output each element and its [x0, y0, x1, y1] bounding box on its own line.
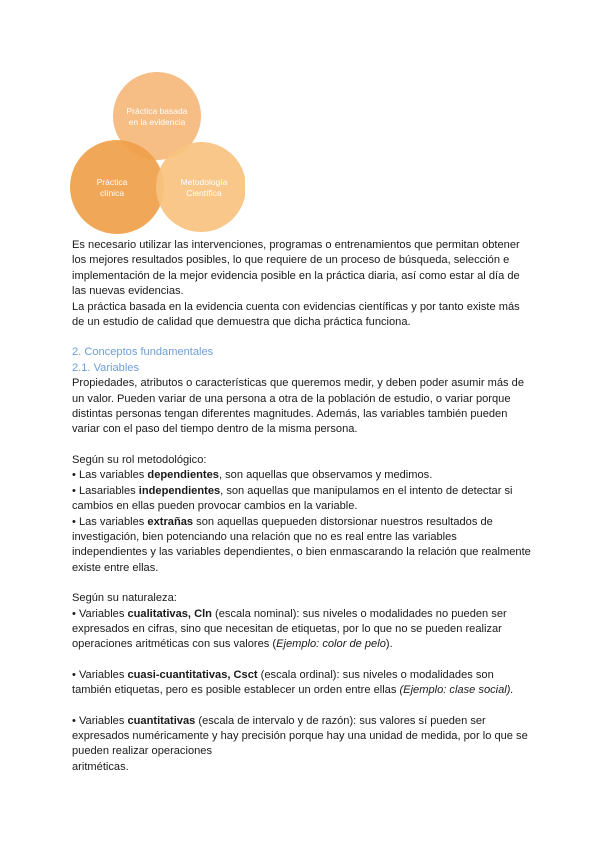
variables-definition: Propiedades, atributos o características que queremos medir, y deben poder asumir más de un valor. Pueden variar de una persona a otra de la población de estudio, o variar porque distintas personas tengan diferentes magnitudes. Además, las variables también pueden variar con el paso del tiempo dentro de la misma persona.	[72, 377, 524, 436]
venn-diagram	[70, 70, 245, 240]
intro-paragraph-1: Es necesario utilizar las intervenciones, programas o entrenamientos que permitan obtener los mejores resultados posibles, lo que requiere de un proceso de búsqueda, selección e implementación de la mejor evidencia posible en la práctica diaria, así como estar al día de las nuevas evidencias.	[72, 239, 520, 298]
venn-label-clinical-2: clínica	[99, 188, 125, 198]
naturaleza-bullet-cuasi: • Variables cuasi-cuantitativas, Csct (escala ordinal): sus niveles o modalidades son también etiquetas, pero es posible establecer un orden entre ellas (Ejemplo: clase social).	[72, 668, 514, 697]
section-heading: 2. Conceptos fundamentales	[72, 346, 214, 359]
rol-intro: Según su rol metodológico:	[72, 453, 207, 466]
rol-bullet-dependientes: • Las variables dependientes, son aquellas que observamos y medimos.	[72, 469, 433, 482]
venn-label-clinical-1: Práctica	[96, 177, 128, 187]
rol-bullet-extranas: • Las variables extrañas son aquellas quepueden distorsionar nuestros resultados de investigación, bien potenciando una relación que no es real entre las variables independientes y las variables dependientes, o bien enmascarando la relación que realmente existe entre ellas.	[72, 515, 531, 574]
venn-diagram-svg	[70, 70, 245, 240]
section-subheading: 2.1. Variables	[72, 361, 140, 374]
naturaleza-bullet-cualitativas: • Variables cualitativas, Cln (escala nominal): sus niveles o modalidades no pueden ser expresados en cifras, sino que necesitan de etiquetas, por lo que no se pueden realizar operaciones aritméticas con sus valores (Ejemplo: color de pelo).	[72, 607, 507, 651]
venn-label-method-2: Científica	[186, 188, 222, 198]
venn-label-evidence-1: Práctica basada	[126, 106, 188, 116]
venn-label-evidence-2: en la evidencia	[128, 117, 186, 127]
intro-paragraph-2: La práctica basada en la evidencia cuenta con evidencias científicas y por tanto existe más de un estudio de calidad que demuestra que dicha práctica funciona.	[72, 300, 520, 329]
venn-circle-method	[156, 142, 245, 232]
naturaleza-intro: Según su naturaleza:	[72, 592, 177, 605]
naturaleza-bullet-cuantitativas: • Variables cuantitativas (escala de intervalo y de razón): sus valores sí pueden ser expresados numéricamente y hay precisión porque hay una unidad de medida, por lo que se pueden realizar operaciones	[72, 714, 528, 758]
venn-circle-clinical	[70, 140, 164, 234]
naturaleza-bullet-cuantitativas-end: aritméticas.	[72, 760, 129, 773]
document-body	[72, 238, 532, 775]
rol-bullet-independientes: • Lasariables independientes, son aquellas que manipulamos en el intento de detectar si cambios en ellas pueden provocar cambios en la variable.	[72, 484, 513, 513]
venn-label-method-1: Metodología	[180, 177, 228, 187]
